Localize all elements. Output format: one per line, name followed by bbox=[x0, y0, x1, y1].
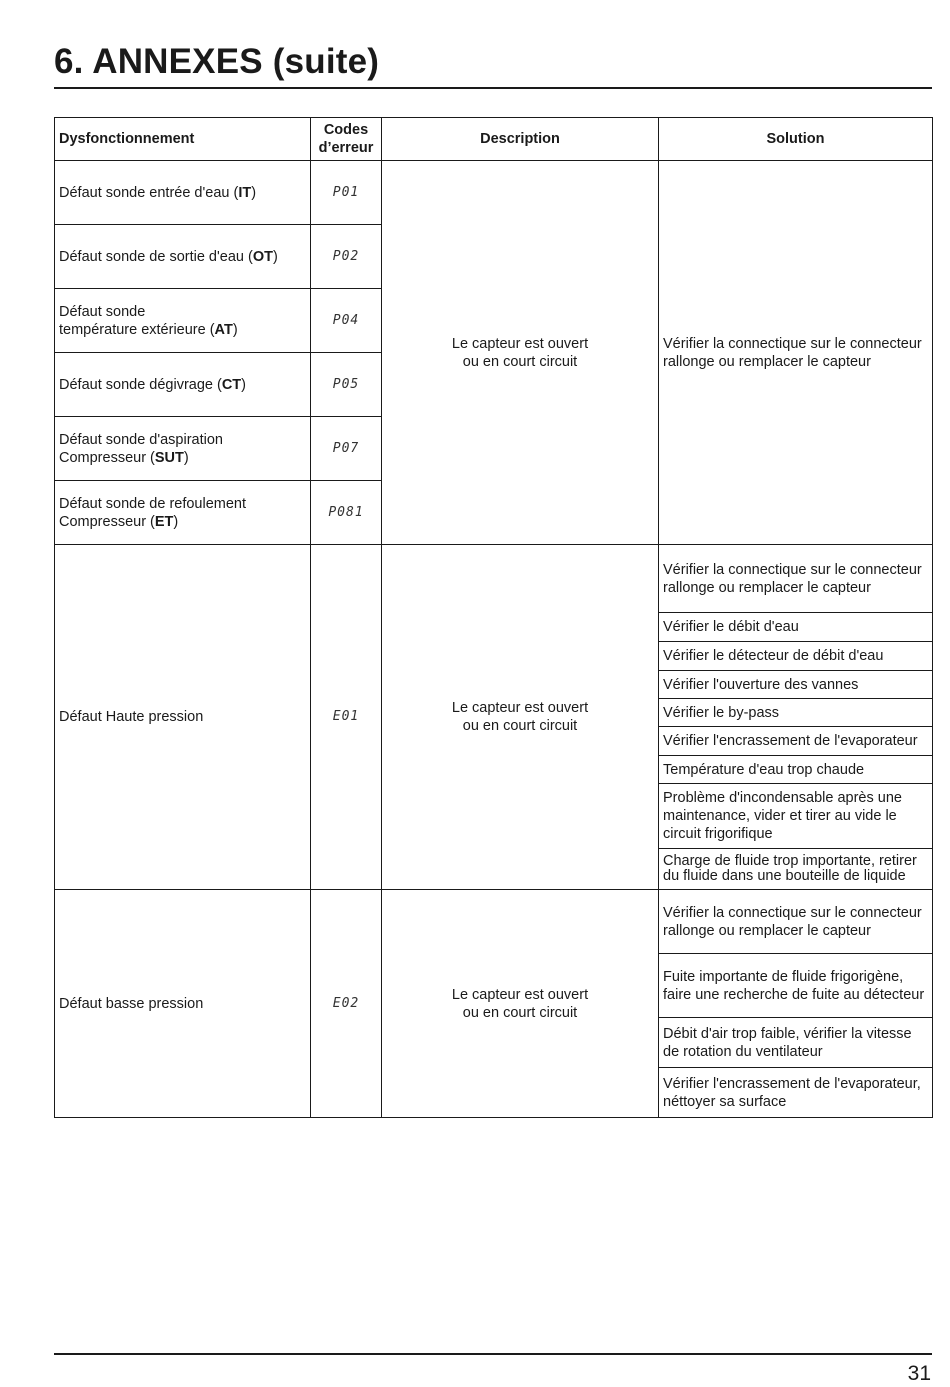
error-code: P02 bbox=[311, 225, 382, 289]
fault-cell: Défaut sonde dégivrage (CT) bbox=[55, 353, 311, 417]
error-code: P01 bbox=[311, 161, 382, 225]
table-row bbox=[55, 545, 933, 613]
error-codes-table bbox=[54, 117, 933, 1118]
header-solution: Solution bbox=[659, 118, 933, 161]
solution-cell: Vérifier l'encrassement de l'evaporateur, néttoyer sa surface bbox=[659, 1068, 933, 1118]
header-codes-line1: Codes bbox=[323, 122, 369, 138]
solution-cell: Charge de fluide trop importante, retirer du fluide dans une bouteille de liquide bbox=[659, 849, 933, 890]
fault-cell: Défaut basse pression bbox=[55, 890, 311, 1118]
solution-cell: Fuite importante de fluide frigorigène, faire une recherche de fuite au détecteur bbox=[659, 954, 933, 1018]
table-row bbox=[55, 890, 933, 954]
error-code: P05 bbox=[311, 353, 382, 417]
solution-cell: Vérifier le by-pass bbox=[659, 699, 933, 727]
error-code: E01 bbox=[311, 545, 382, 890]
header-description: Description bbox=[382, 118, 659, 161]
solution-cell: Vérifier le détecteur de débit d'eau bbox=[659, 642, 933, 671]
fault-cell: Défaut sonde température extérieure (AT) bbox=[55, 289, 311, 353]
title-divider bbox=[54, 87, 932, 89]
solution-cell: Vérifier l'ouverture des vannes bbox=[659, 671, 933, 699]
error-code: P07 bbox=[311, 417, 382, 481]
fault-cell: Défaut sonde de sortie d'eau (OT) bbox=[55, 225, 311, 289]
description-cell: Le capteur est ouvert ou en court circuit bbox=[382, 545, 659, 890]
solution-cell: Débit d'air trop faible, vérifier la vitesse de rotation du ventilateur bbox=[659, 1018, 933, 1068]
solution-cell: Vérifier la connectique sur le connecteur rallonge ou remplacer le capteur bbox=[659, 161, 933, 545]
header-fault: Dysfonctionnement bbox=[55, 118, 311, 161]
table-header-row bbox=[55, 118, 933, 161]
error-code: E02 bbox=[311, 890, 382, 1118]
solution-cell: Problème d'incondensable après une maintenance, vider et tirer au vide le circuit frigorifique bbox=[659, 784, 933, 849]
fault-cell: Défaut Haute pression bbox=[55, 545, 311, 890]
fault-cell: Défaut sonde entrée d'eau (IT) bbox=[55, 161, 311, 225]
solution-cell: Vérifier l'encrassement de l'evaporateur bbox=[659, 727, 933, 756]
description-cell: Le capteur est ouvert ou en court circuit bbox=[382, 161, 659, 545]
error-code: P081 bbox=[311, 481, 382, 545]
page-number: 31 bbox=[907, 1362, 931, 1385]
footer-divider bbox=[54, 1353, 932, 1355]
table-row bbox=[55, 161, 933, 225]
error-code: P04 bbox=[311, 289, 382, 353]
solution-cell: Vérifier la connectique sur le connecteur rallonge ou remplacer le capteur bbox=[659, 890, 933, 954]
solution-cell: Vérifier le débit d'eau bbox=[659, 613, 933, 642]
solution-cell: Vérifier la connectique sur le connecteur rallonge ou remplacer le capteur bbox=[659, 545, 933, 613]
solution-cell: Température d'eau trop chaude bbox=[659, 756, 933, 784]
header-codes bbox=[311, 118, 382, 161]
fault-cell: Défaut sonde d'aspiration Compresseur (SUT) bbox=[55, 417, 311, 481]
page-title: 6. ANNEXES (suite) bbox=[54, 42, 380, 81]
header-codes-line2: d’erreur bbox=[318, 140, 374, 156]
description-cell: Le capteur est ouvert ou en court circuit bbox=[382, 890, 659, 1118]
fault-cell: Défaut sonde de refoulement Compresseur (ET) bbox=[55, 481, 311, 545]
